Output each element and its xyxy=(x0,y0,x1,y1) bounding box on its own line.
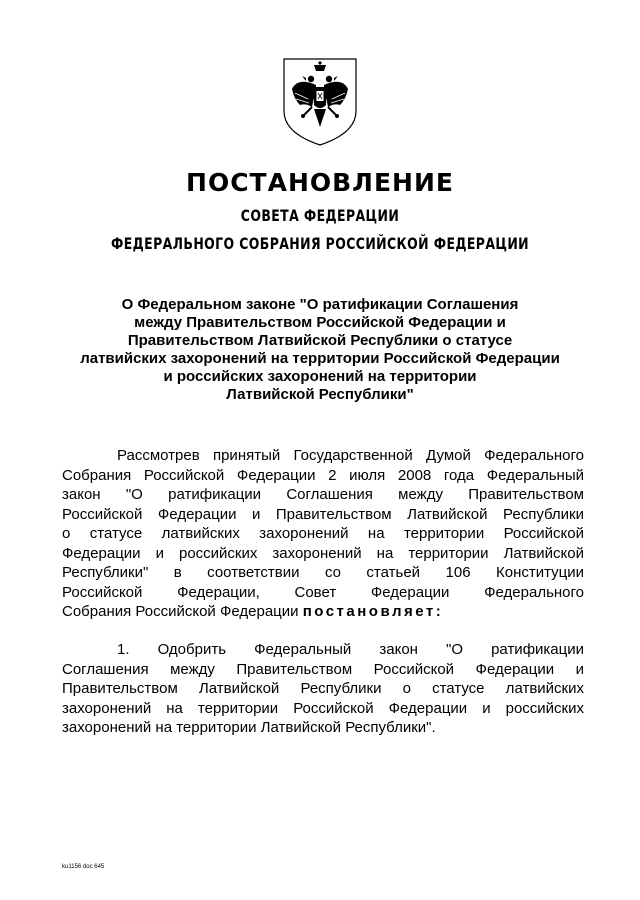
paragraph-line: Республики" в соответствии со статьей 106 Конституции xyxy=(62,564,584,581)
paragraph-preamble xyxy=(62,446,584,622)
law-title-line: Латвийской Республики" xyxy=(226,386,414,403)
paragraph-line-final xyxy=(62,602,584,622)
paragraph-line: захоронений на территории Российской Федерации и российских xyxy=(62,699,584,717)
paragraph-line: захоронений на территории Латвийской Республики". xyxy=(62,719,436,736)
paragraph-line: Правительством Латвийской Республики о статусе латвийских xyxy=(62,680,584,697)
law-title-line: латвийских захоронений на территории Российской Федерации xyxy=(80,350,560,367)
paragraph-line: Российской Федерации и Правительством Латвийской Республики xyxy=(62,505,584,523)
paragraph-item-1 xyxy=(62,640,584,738)
law-title xyxy=(40,296,600,404)
paragraph-line: 1. Одобрить Федеральный закон "О ратификации xyxy=(117,641,584,658)
resolution-keyword: постановляет: xyxy=(302,603,444,620)
paragraph-line: Федерации и российских захоронений на территории Латвийской xyxy=(62,544,584,562)
paragraph-line: о статусе латвийских захоронений на территории Российской xyxy=(62,525,584,542)
law-title-line: Правительством Латвийской Республики о статусе xyxy=(127,332,513,349)
paragraph-line: Собрания Российской Федерации 2 июля 2008 года Федеральный xyxy=(62,466,584,484)
paragraph-line: закон "О ратификации Соглашения между Правительством xyxy=(62,486,584,503)
law-title-line: между Правительством Российской Федерации и xyxy=(134,314,506,331)
law-title-line: О Федеральном законе "О ратификации Соглашения xyxy=(121,296,519,313)
law-title-line: и российских захоронений на территории xyxy=(163,368,477,385)
paragraph-line-text: Собрания Российской Федерации xyxy=(62,603,299,620)
document-title: ПОСТАНОВЛЕНИЕ xyxy=(186,168,454,197)
document-subtitle-line-2: ФЕДЕРАЛЬНОГО СОБРАНИЯ РОССИЙСКОЙ ФЕДЕРАЦИИ xyxy=(110,234,530,253)
paragraph-line: Рассмотрев принятый Государственной Думой Федерального xyxy=(117,447,584,464)
paragraph-line: Соглашения между Правительством Российской Федерации и xyxy=(62,660,584,678)
paragraph-line: Российской Федерации, Совет Федерации Федерального xyxy=(62,583,584,601)
coat-of-arms-icon xyxy=(278,55,362,147)
document-subtitle-line-1: СОВЕТА ФЕДЕРАЦИИ xyxy=(240,206,400,225)
document-code: ku1156 doc 645 xyxy=(62,864,105,870)
